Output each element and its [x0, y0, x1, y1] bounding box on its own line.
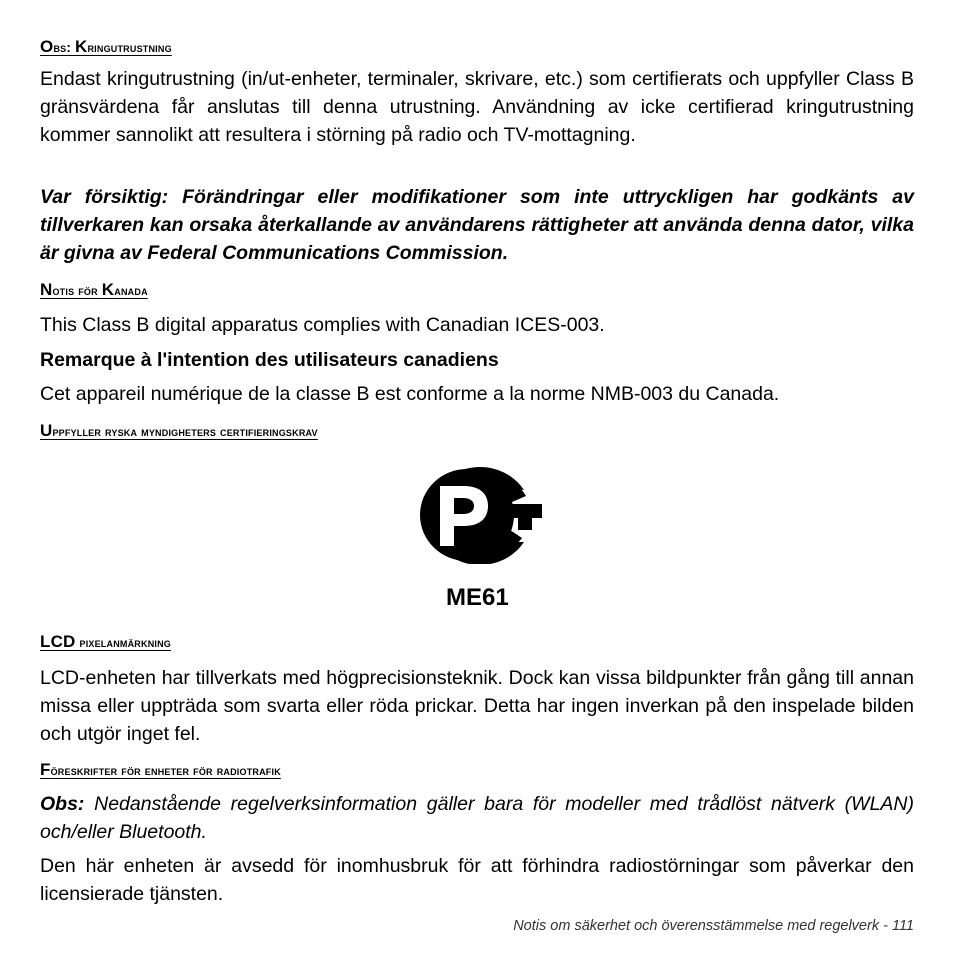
- warning-fcc: Var försiktig: Förändringar eller modifikationer som inte uttryckligen har godkänts av tillverkaren kan orsaka återkallande av användarens rättigheter att använda denna dator, vilka är givna av Federal Communications Commission.: [40, 186, 914, 264]
- heading-ryska-certifiering: Uppfyller ryska myndigheters certifieringskrav: [40, 421, 318, 440]
- pct-mark-icon: [418, 466, 544, 564]
- heading-notis-kanada: Notis för Kanada: [40, 280, 148, 299]
- paragraph-ices: This Class B digital apparatus complies with Canadian ICES-003.: [40, 314, 605, 336]
- paragraph-nmb: Cet appareil numérique de la classe B est conforme a la norme NMB-003 du Canada.: [40, 383, 780, 405]
- note-wlan-bluetooth: [40, 790, 914, 846]
- heading-obs-kringutrustning: Obs: Kringutrustning: [40, 37, 172, 56]
- paragraph-kringutrustning: Endast kringutrustning (in/ut-enheter, terminaler, skrivare, etc.) som certifierats och uppfyller Class B gränsvärdena får anslutas till denna utrustning. Användning av icke certifierad kringutrustning kommer sannolikt att resultera i störning på radio och TV-mottagning.: [40, 68, 914, 146]
- note-text: Nedanstående regelverksinformation gäller bara för modeller med trådlöst nätverk (WLAN) och/eller Bluetooth.: [40, 793, 914, 843]
- certification-code: ME61: [446, 584, 509, 611]
- note-label: Obs:: [40, 793, 85, 815]
- page-footer: Notis om säkerhet och överensstämmelse med regelverk - 111: [513, 918, 914, 934]
- heading-radiotrafik: Föreskrifter för enheter för radiotrafik: [40, 760, 281, 779]
- paragraph-inomhusbruk: Den här enheten är avsedd för inomhusbruk för att förhindra radiostörningar som påverkar den licensierade tjänsten.: [40, 855, 914, 905]
- heading-lcd-pixel: LCD pixelanmärkning: [40, 632, 171, 651]
- paragraph-lcd: LCD-enheten har tillverkats med högprecisionsteknik. Dock kan vissa bildpunkter från gång till annan missa eller uppträda som svarta eller röda prickar. Detta har ingen inverkan på den inspelade bilden och utgör inget fel.: [40, 667, 914, 745]
- subheading-remarque: Remarque à l'intention des utilisateurs canadiens: [40, 349, 499, 371]
